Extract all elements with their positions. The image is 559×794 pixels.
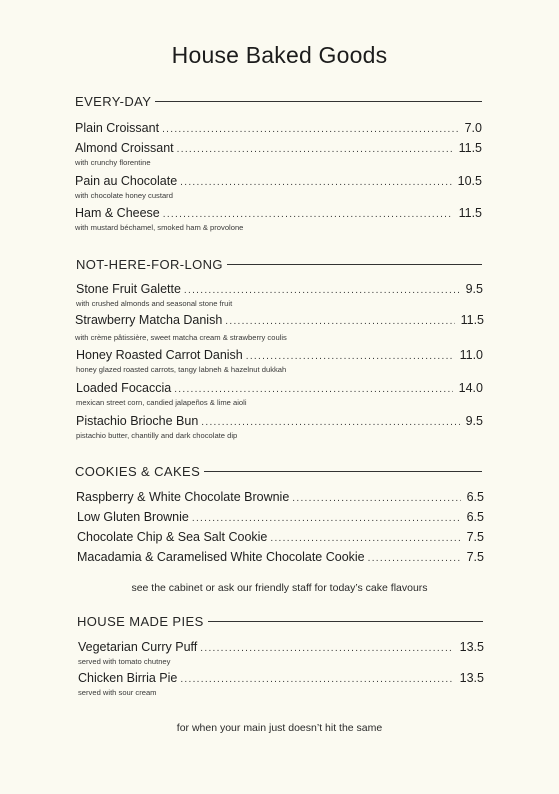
dot-leader	[368, 551, 461, 567]
dot-leader	[246, 349, 454, 365]
item-description: served with sour cream	[78, 688, 157, 697]
menu-item	[76, 281, 483, 309]
menu-item	[76, 489, 484, 507]
menu-item	[76, 347, 483, 375]
item-price: 13.5	[459, 671, 484, 685]
section-heading-label: HOUSE MADE PIES	[77, 614, 204, 629]
menu-item	[75, 140, 482, 168]
dot-leader	[180, 175, 452, 191]
dot-leader	[225, 314, 454, 330]
dot-leader	[177, 142, 453, 158]
item-price: 6.5	[466, 510, 484, 524]
section-heading-cookies-and-cakes	[75, 464, 482, 479]
item-name: Chocolate Chip & Sea Salt Cookie	[77, 530, 268, 544]
cake-flavours-note: see the cabinet or ask our friendly staff for today’s cake flavours	[131, 582, 428, 594]
section-heading-label: EVERY-DAY	[75, 94, 152, 109]
item-description: with crushed almonds and seasonal stone fruit	[76, 299, 233, 308]
section-heading-house-made-pies	[77, 614, 483, 629]
dot-leader	[162, 122, 459, 138]
item-price: 14.0	[458, 381, 483, 395]
dot-leader	[163, 207, 453, 223]
dot-leader	[292, 491, 460, 507]
item-name: Plain Croissant	[75, 121, 160, 135]
item-name: Vegetarian Curry Puff	[78, 640, 198, 654]
menu-item	[77, 509, 484, 527]
item-price: 11.5	[460, 313, 484, 327]
item-name: Raspberry & White Chocolate Brownie	[76, 490, 290, 504]
item-description: with mustard béchamel, smoked ham & provolone	[75, 223, 244, 232]
item-description: pistachio butter, chantilly and dark chocolate dip	[76, 431, 238, 440]
dot-leader	[184, 283, 460, 299]
menu-item	[76, 413, 483, 441]
menu-item	[75, 312, 484, 343]
item-description: with chocolate honey custard	[75, 191, 173, 200]
dot-leader	[180, 672, 453, 688]
section-rule	[204, 471, 482, 472]
item-description: served with tomato chutney	[78, 657, 171, 666]
dot-leader	[200, 641, 453, 657]
dot-leader	[192, 511, 461, 527]
item-name: Pistachio Brioche Bun	[76, 414, 199, 428]
section-heading-label: NOT-HERE-FOR-LONG	[76, 257, 223, 272]
menu-item	[75, 173, 482, 201]
item-name: Strawberry Matcha Danish	[75, 313, 223, 327]
section-rule	[155, 101, 482, 102]
item-price: 11.5	[458, 141, 482, 155]
item-price: 13.5	[459, 640, 484, 654]
item-price: 11.5	[458, 206, 482, 220]
menu-item	[78, 670, 484, 698]
section-heading-not-here-for-long	[76, 257, 482, 272]
item-price: 10.5	[457, 174, 482, 188]
item-name: Low Gluten Brownie	[77, 510, 189, 524]
item-price: 7.0	[464, 121, 482, 135]
item-name: Pain au Chocolate	[75, 174, 178, 188]
section-heading-label: COOKIES & CAKES	[75, 464, 201, 479]
item-name: Almond Croissant	[75, 141, 174, 155]
item-price: 7.5	[466, 530, 484, 544]
menu-item	[76, 380, 483, 408]
dot-leader	[270, 531, 460, 547]
dot-leader	[201, 415, 459, 431]
item-name: Honey Roasted Carrot Danish	[76, 348, 243, 362]
section-heading-every-day	[75, 94, 482, 109]
section-rule	[208, 621, 483, 622]
item-name: Stone Fruit Galette	[76, 282, 181, 296]
item-name: Ham & Cheese	[75, 206, 160, 220]
menu-item	[77, 529, 484, 547]
menu-item	[75, 205, 482, 233]
item-description: honey glazed roasted carrots, tangy labneh & hazelnut dukkah	[76, 365, 287, 374]
item-name: Chicken Birria Pie	[78, 671, 178, 685]
item-price: 9.5	[465, 282, 483, 296]
item-name: Macadamia & Caramelised White Chocolate Cookie	[77, 550, 365, 564]
item-description: mexican street corn, candied jalapeños & lime aioli	[76, 398, 247, 407]
menu-item	[75, 120, 482, 138]
menu-title: House Baked Goods	[171, 42, 388, 68]
section-rule	[227, 264, 482, 265]
item-name: Loaded Focaccia	[76, 381, 172, 395]
item-description: with crème pâtissière, sweet matcha cream & strawberry coulis	[75, 333, 287, 342]
item-price: 6.5	[466, 490, 484, 504]
item-description: with crunchy florentine	[75, 158, 151, 167]
item-price: 11.0	[459, 348, 483, 362]
dot-leader	[174, 382, 452, 398]
pies-note: for when your main just doesn’t hit the same	[176, 722, 383, 734]
item-price: 7.5	[466, 550, 484, 564]
menu-item	[77, 549, 484, 567]
menu-item	[78, 639, 484, 667]
item-price: 9.5	[465, 414, 483, 428]
